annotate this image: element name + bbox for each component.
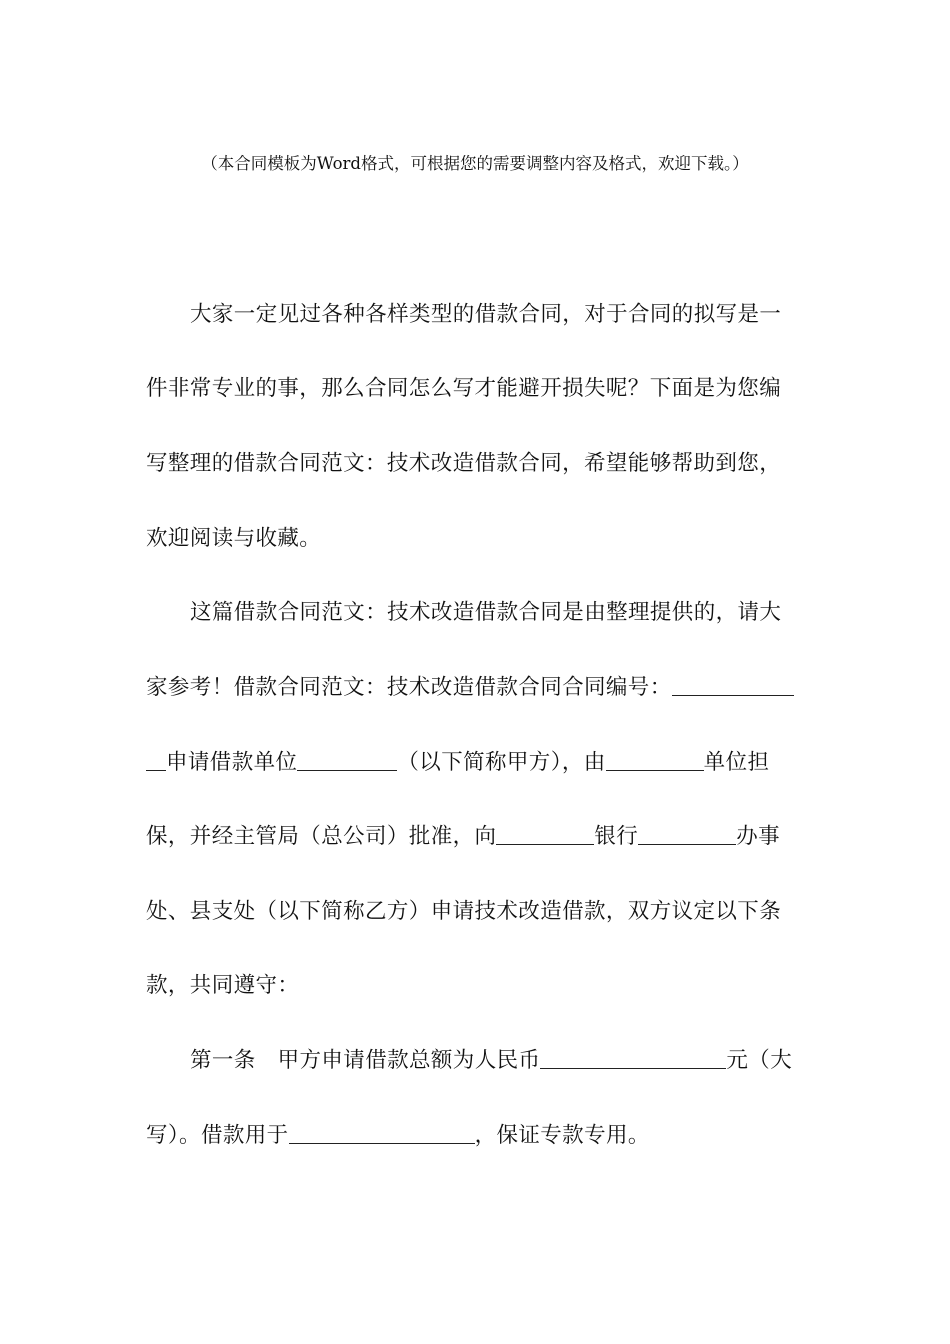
line-text: 元（大 <box>726 1048 793 1073</box>
contract-number-blank-cont[interactable] <box>146 748 166 771</box>
paragraph-line <box>190 1046 792 1076</box>
paragraph-line <box>146 1121 650 1151</box>
line-text: ，保证专款专用。 <box>474 1123 650 1148</box>
paragraph-line: 处、县支处（以下简称乙方）申请技术改造借款，双方议定以下条 <box>146 899 782 924</box>
line-text: 申请借款单位 <box>166 750 298 775</box>
loan-purpose-blank[interactable] <box>289 1121 475 1144</box>
paragraph-line <box>146 748 769 778</box>
paragraph-line: 欢迎阅读与收藏。 <box>146 526 322 551</box>
office-blank[interactable] <box>638 822 736 845</box>
amount-blank[interactable] <box>540 1046 726 1069</box>
line-text: （以下简称甲方），由 <box>397 750 606 775</box>
line-text: 第一条 甲方申请借款总额为人民币 <box>190 1048 541 1073</box>
template-note: （本合同模板为Word格式，可根据您的需要调整内容及格式，欢迎下载。） <box>201 154 749 173</box>
paragraph-line <box>146 822 780 852</box>
line-text: 写）。借款用于 <box>146 1123 289 1148</box>
paragraph-line: 写整理的借款合同范文：技术改造借款合同，希望能够帮助到您， <box>146 451 782 476</box>
bank-blank[interactable] <box>496 822 594 845</box>
paragraph-line: 这篇借款合同范文：技术改造借款合同是由整理提供的，请大 <box>190 600 782 625</box>
paragraph-line: 款，共同遵守： <box>146 973 300 998</box>
line-text: 家参考！借款合同范文：技术改造借款合同合同编号： <box>146 675 672 700</box>
line-text: 单位担 <box>703 750 770 775</box>
guarantor-blank[interactable] <box>606 748 704 771</box>
paragraph-line <box>146 673 794 703</box>
line-text: 保，并经主管局（总公司）批准，向 <box>146 824 497 849</box>
contract-number-blank[interactable] <box>672 673 794 696</box>
line-text: 办事 <box>736 824 781 849</box>
line-text: 银行 <box>594 824 639 849</box>
paragraph-line: 件非常专业的事，那么合同怎么写才能避开损失呢？下面是为您编 <box>146 376 782 401</box>
borrower-blank[interactable] <box>297 748 397 771</box>
paragraph-line: 大家一定见过各种各样类型的借款合同，对于合同的拟写是一 <box>190 302 782 327</box>
